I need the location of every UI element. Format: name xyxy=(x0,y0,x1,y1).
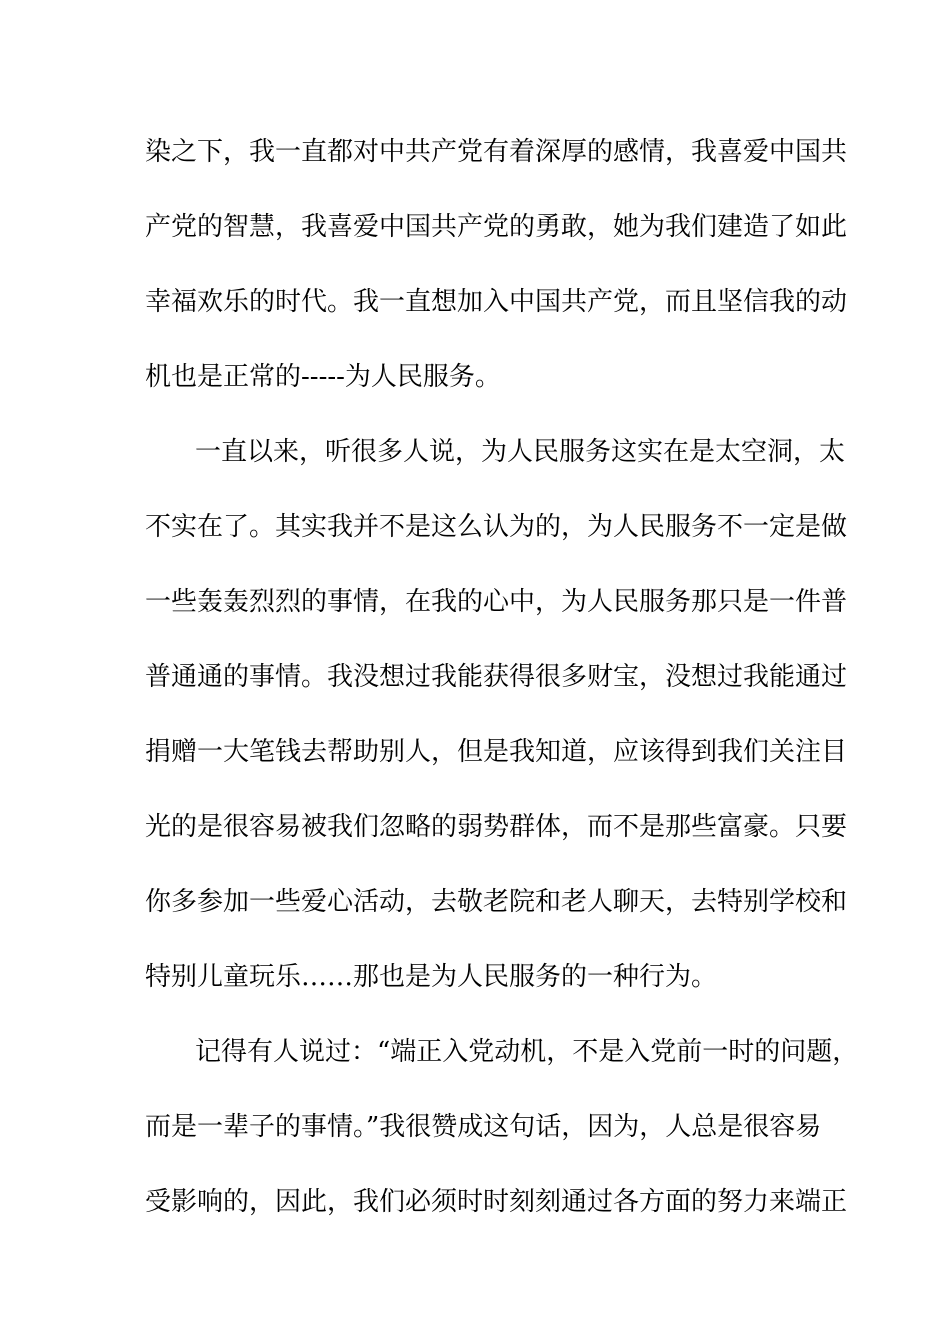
text-line: 而是一辈子的事情。”我很赞成这句话，因为，人总是很容易 xyxy=(145,1112,822,1142)
text-line: 不实在了。其实我并不是这么认为的，为人民服务不一定是做 xyxy=(145,512,848,542)
text-line: 幸福欢乐的时代。我一直想加入中国共产党，而且坚信我的动 xyxy=(145,287,848,317)
document-body xyxy=(145,128,859,1253)
text-line: 光的是很容易被我们忽略的弱势群体，而不是那些富豪。只要 xyxy=(145,812,848,842)
text-line: 机也是正常的-----为人民服务。 xyxy=(145,362,501,392)
text-line: 受影响的，因此，我们必须时时刻刻通过各方面的努力来端正 xyxy=(145,1187,848,1217)
text-line: 捐赠一大笔钱去帮助别人，但是我知道，应该得到我们关注目 xyxy=(145,737,848,767)
text-line: 染之下，我一直都对中共产党有着深厚的感情，我喜爱中国共 xyxy=(145,137,848,167)
text-line: 特别儿童玩乐……那也是为人民服务的一种行为。 xyxy=(145,962,718,992)
text-line: 一些轰轰烈烈的事情，在我的心中，为人民服务那只是一件普 xyxy=(145,587,848,617)
text-line: 普通通的事情。我没想过我能获得很多财宝，没想过我能通过 xyxy=(145,662,848,692)
paragraph-first-line: 记得有人说过：“端正入党动机，不是入党前一时的问题， xyxy=(195,1037,859,1067)
text-line: 你多参加一些爱心活动，去敬老院和老人聊天，去特别学校和 xyxy=(145,887,848,917)
text-line: 产党的智慧，我喜爱中国共产党的勇敢，她为我们建造了如此 xyxy=(145,212,848,242)
paragraph-first-line: 一直以来，听很多人说，为人民服务这实在是太空洞，太 xyxy=(195,437,846,467)
